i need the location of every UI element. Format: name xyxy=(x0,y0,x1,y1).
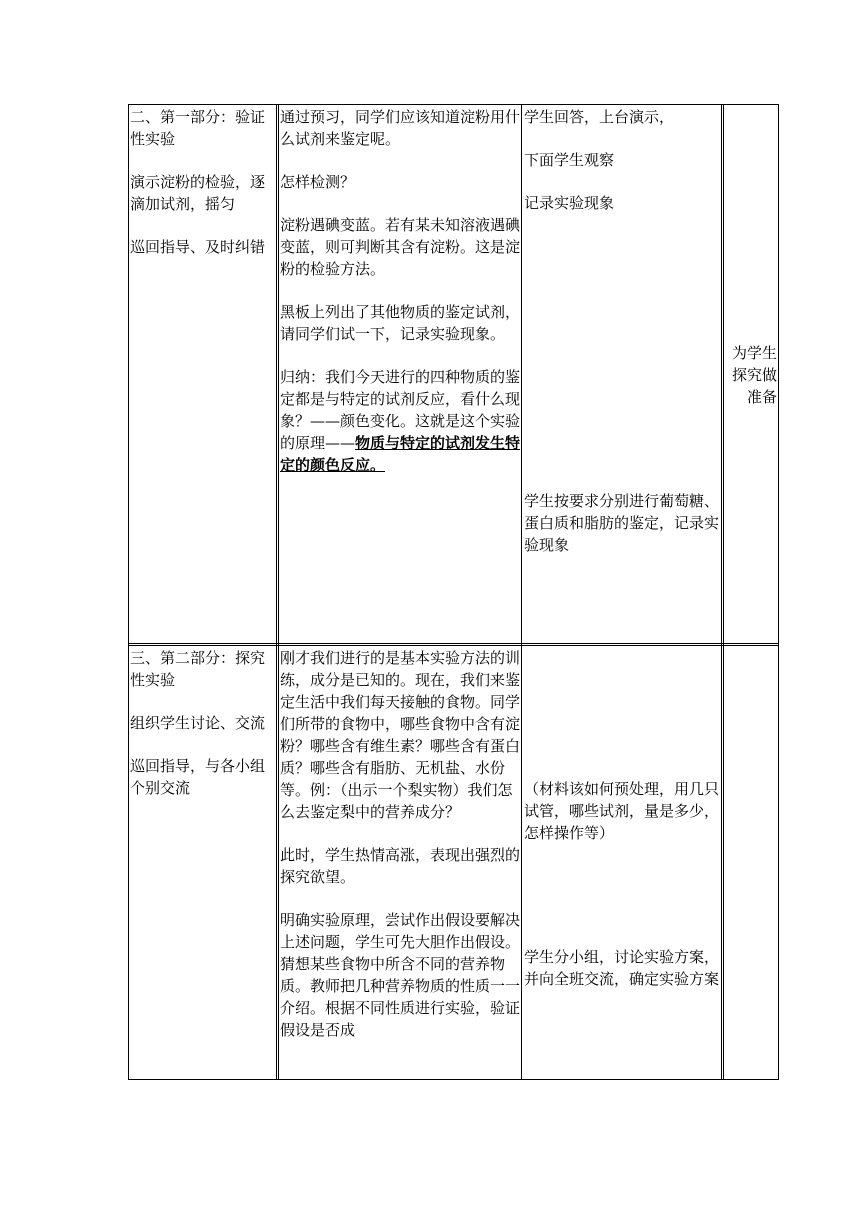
row1-student-activity-top xyxy=(524,106,720,214)
text-paragraph: 巡回指导，与各小组个别交流 xyxy=(130,757,266,797)
lesson-table xyxy=(128,104,779,1080)
text-paragraph: 通过预习，同学们应该知道淀粉用什么试剂来鉴定呢。 xyxy=(280,108,521,148)
text-paragraph: 此时，学生热情高涨，表现出强烈的探究欲望。 xyxy=(280,846,521,886)
table-border-right xyxy=(778,104,779,1080)
text-paragraph: （材料该如何预处理，用几只试管，哪些试剂，量是多少，怎样操作等） xyxy=(524,780,720,842)
table-border-top xyxy=(128,104,779,105)
text-paragraph: 演示淀粉的检验，逐滴加试剂，摇匀 xyxy=(130,173,266,213)
text-paragraph: 怎样检测？ xyxy=(280,173,356,191)
row1-teaching-content xyxy=(280,106,521,476)
text-paragraph: 学生回答，上台演示， xyxy=(524,108,675,126)
section-heading: 三、第二部分：探究性实验 xyxy=(130,649,266,689)
text-paragraph: 组织学生讨论、交流 xyxy=(130,714,266,732)
experiment-principle: 物质与特定的试剂发生特定的颜色反应。 xyxy=(280,434,521,474)
table-border-left xyxy=(128,104,129,1080)
row1-teacher-activity xyxy=(130,106,275,258)
text-paragraph: 下面学生观察 xyxy=(524,151,615,169)
row2-student-activity-top xyxy=(524,778,722,844)
row2-teaching-content xyxy=(280,647,521,1041)
summary-text: 归纳：我们今天进行的四种物质的鉴定都是与特定的试剂反应，看什么现象？——颜色变化。这就是这个实验的原理—— xyxy=(280,368,521,452)
column-divider-2 xyxy=(521,104,522,1080)
section-heading: 二、第一部分：验证性实验 xyxy=(130,108,266,148)
text-paragraph: 为学生探究做准备 xyxy=(731,344,777,406)
text-paragraph: 黑板上列出了其他物质的鉴定试剂，请同学们试一下，记录实验现象。 xyxy=(280,303,521,343)
text-paragraph: 记录实验现象 xyxy=(524,194,615,212)
text-paragraph: 明确实验原理，尝试作出假设要解决上述问题，学生可先大胆作出假设。猜想某些食物中所含不同的营养物质。教师把几种营养物质的性质一一介绍。根据不同性质进行实验，验证假设是否成 xyxy=(280,911,521,1039)
text-paragraph: 淀粉遇碘变蓝。若有某未知溶液遇碘变蓝，则可判断其含有淀粉。这是淀粉的检验方法。 xyxy=(280,216,521,278)
text-paragraph: 学生按要求分别进行葡萄糖、蛋白质和脂肪的鉴定，记录实验现象 xyxy=(524,492,720,554)
table-border-bottom xyxy=(128,1079,779,1080)
text-paragraph: 巡回指导、及时纠错 xyxy=(130,238,266,256)
row2-student-activity-bottom xyxy=(524,946,722,990)
row1-design-intent xyxy=(725,342,777,408)
summary-paragraph xyxy=(280,366,521,476)
row1-student-activity-bottom xyxy=(524,490,722,556)
column-divider-1 xyxy=(276,104,279,1080)
row-divider xyxy=(128,643,779,646)
column-divider-3 xyxy=(721,104,724,1080)
text-paragraph: 学生分小组，讨论实验方案，并向全班交流，确定实验方案 xyxy=(524,948,720,988)
row2-teacher-activity xyxy=(130,647,275,799)
text-paragraph: 刚才我们进行的是基本实验方法的训练，成分是已知的。现在，我们来鉴定生活中我们每天接触的食物。同学们所带的食物中，哪些食物中含有淀粉？哪些含有维生素？哪些含有蛋白质？哪些含有脂肪、无机盐、水份等。例：（出示一个梨实物）我们怎么去鉴定梨中的营养成分？ xyxy=(280,649,521,821)
